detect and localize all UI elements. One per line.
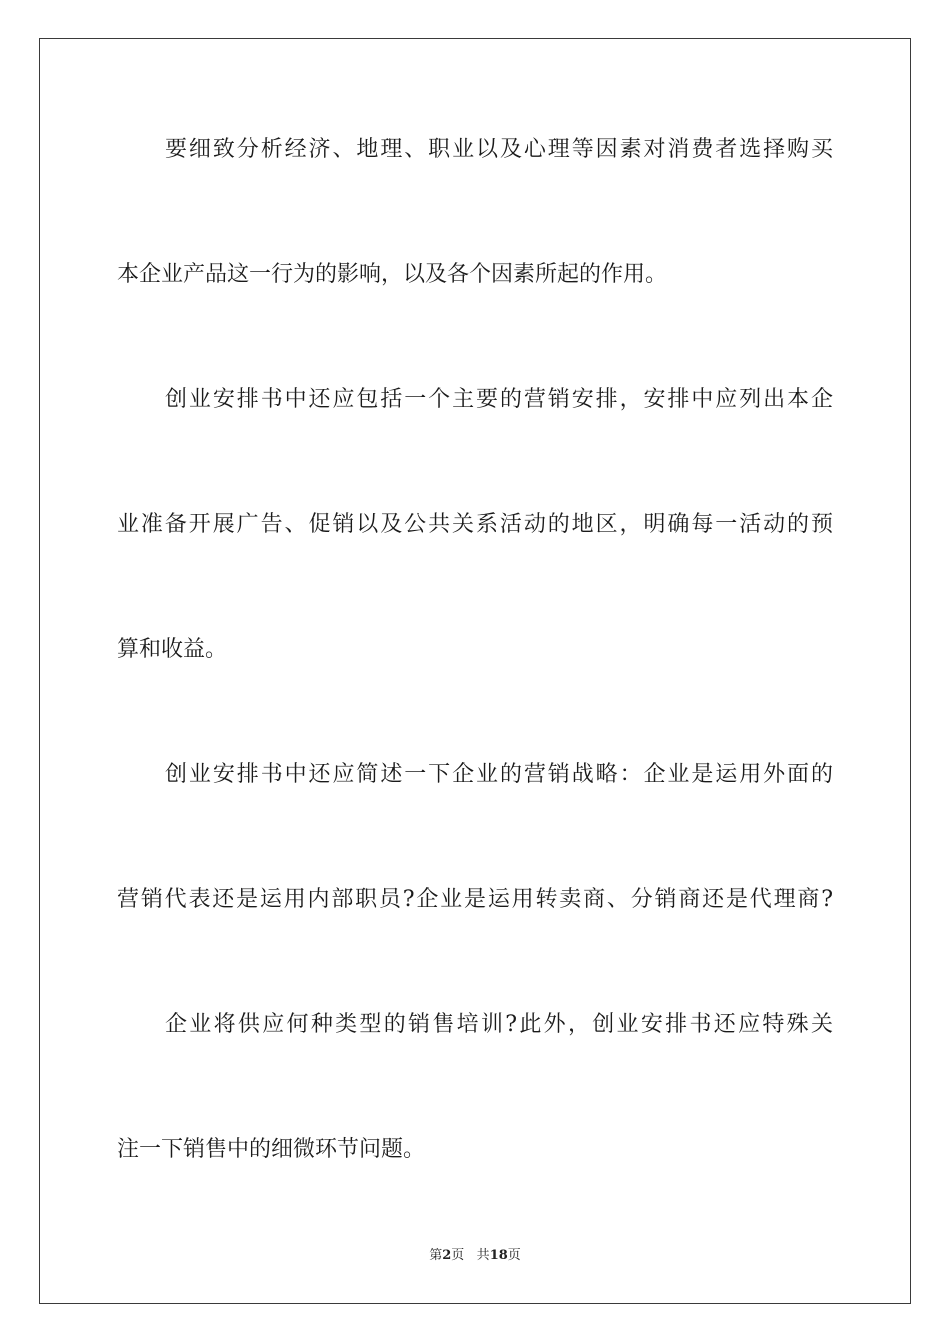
paragraph-4-line-2: 注一下销售中的细微环节问题。 [117,1137,426,1162]
page-suffix: 页 [451,1248,465,1263]
page-footer [0,1247,950,1265]
paragraph-3-line-2: 营销代表还是运用内部职员?企业是运用转卖商、分销商还是代理商? [117,887,833,912]
total-pages: 18 [489,1248,508,1263]
paragraph-3-line-1: 创业安排书中还应简述一下企业的营销战略：企业是运用外面的 [165,762,833,787]
page-border [39,38,911,1304]
paragraph-4-line-1: 企业将供应何种类型的销售培训?此外，创业安排书还应特殊关 [165,1012,833,1037]
page-prefix: 第 [429,1248,443,1263]
total-suffix: 页 [507,1248,521,1263]
paragraph-2-line-1: 创业安排书中还应包括一个主要的营销安排，安排中应列出本企 [165,387,833,412]
paragraph-2-line-2: 业准备开展广告、促销以及公共关系活动的地区，明确每一活动的预 [117,512,833,537]
page-number: 2 [442,1248,452,1263]
paragraph-2-line-3: 算和收益。 [117,637,228,662]
total-prefix: 共 [476,1248,490,1263]
paragraph-1-line-2: 本企业产品这一行为的影响，以及各个因素所起的作用。 [117,262,668,287]
paragraph-1-line-1: 要细致分析经济、地理、职业以及心理等因素对消费者选择购买 [165,137,833,162]
